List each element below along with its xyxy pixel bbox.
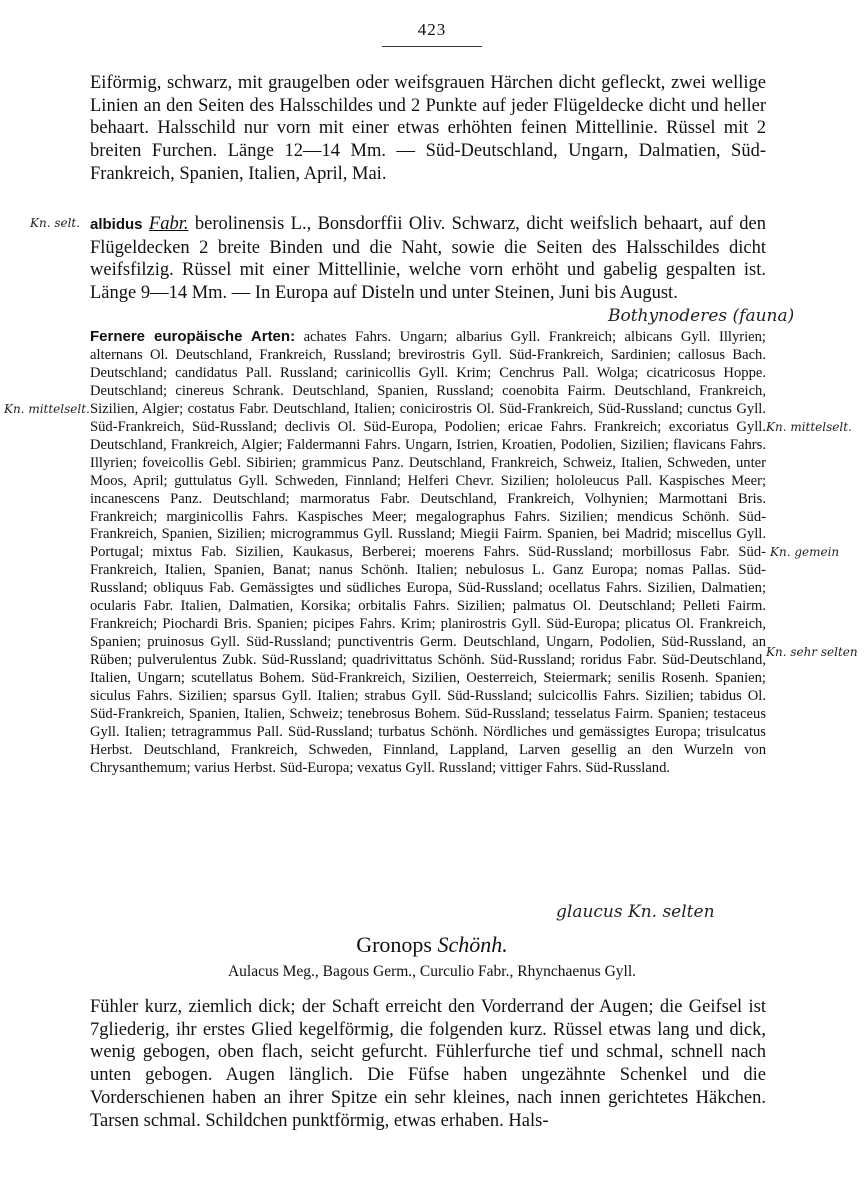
header-rule xyxy=(382,46,482,47)
handwritten-note: Kn. mittelselt. xyxy=(766,420,852,434)
species-albidus-entry xyxy=(90,213,766,305)
species-name: albidus xyxy=(90,216,143,233)
genus-author: Schönh. xyxy=(437,932,508,957)
handwritten-note: Bothynoderes (fauna) xyxy=(608,306,795,326)
handwritten-note: Kn. selt. xyxy=(30,216,81,230)
genus-synonyms: Aulacus Meg., Bagous Germ., Curculio Fabr., Rhynchaenus Gyll. xyxy=(227,963,637,980)
further-species-heading: Fernere europäische Arten: xyxy=(90,328,296,345)
further-species-text: achates Fahrs. Ungarn; albarius Gyll. Frankreich; albicans Gyll. Illyrien; alternans Ol. Deutschland, Frankreich, Russland; brevirostris Gyll. Süd-Frankreich, Sardinien; callosus Bach. Deutschland; candidatus Pall. Russland; carinicollis Gyll. Krim; Cenchrus Pall. Wolga; cicatricosus Hoppe. Deutschland; cinereus Schrank. Deutschland, Spanien, Russland; coenobita Fairm. Deutschland, Frankreich, Sizilien, Algier; costatus Fabr. Deutschland, Italien; conicirostris Ol. Süd-Frankreich, Süd-Russland; cunctus Gyll. Süd-Frankreich, Süd-Russland; declivis Ol. Süd-Europa, Podolien; ericae Fahrs. Frankreich; excoriatus Gyll. Deutschland, Frankreich, Algier; Faldermanni Fahrs. Ungarn, Istrien, Kroatien, Podolien, Sizilien; flavicans Fahrs. Illyrien; foveicollis Gebl. Sibirien; grammicus Panz. Deutschland, Frankreich, Schweiz, Italien, Schweden, unter Moos, April; guttulatus Gyll. Schweden, Finnland; Helferi Chevr. Sizilien; hololeucus Pall. Kaspisches Meer; incanescens Panz. Deutschland; marmoratus Fabr. Deutschland, Frankreich, Volhynien; Marmottani Bris. Frankreich; marginicollis Fahrs. Kaspisches Meer; megalographus Fahrs. Sizilien; mendicus Schönh. Süd-Frankreich, Spanien, Sizilien; microgrammus Gyll. Russland; Miegii Fairm. Spanien, bei Madrid; miscellus Gyll. Portugal; mixtus Fab. Sizilien, Kaukasus, Berberei; moerens Fahrs. Süd-Russland; morbillosus Fabr. Süd-Frankreich, Italien, Spanien, Banat; nanus Schönh. Italien; nebulosus L. Ganz Europa; nomas Pallas. Süd-Russland; obliquus Fab. Gemässigtes und südliches Europa, Süd-Russland; ocellatus Fahrs. Sizilien, Dalmatien; ocularis Fabr. Italien, Dalmatien, Korsika; orbitalis Fahrs. Sizilien; palmatus Ol. Deutschland; Pelleti Fairm. Frankreich; Piochardi Bris. Spanien; picipes Fahrs. Krim; planirostris Gyll. Süd-Europa; plicatus Ol. Frankreich, Spanien; pruinosus Gyll. Süd-Russland; punctiventris Germ. Deutschland, Ungarn, Podolien, Süd-Russland, an Rüben; pulverulentus Zubk. Süd-Russland; quadrivittatus Schönh. Süd-Russland; roridus Fabr. Süd-Deutschland, Italien, Ungarn; scutellatus Bohem. Süd-Frankreich, Sizilien, Oesterreich, Steiermark; senilis Rosenh. Spanien; siculus Fahrs. Sizilien; sparsus Gyll. Italien; strabus Gyll. Süd-Russland; sulcicollis Fahrs. Sizilien; tabidus Ol. Süd-Frankreich, Spanien, Italien, Schweiz; tenebrosus Bohem. Süd-Russland; tesselatus Fairm. Spanien; testaceus Gyll. Italien; tetragrammus Pall. Süd-Russland; turbatus Schönh. Nördliches und gemässigtes Europa; trisulcatus Herbst. Deutschland, Frankreich, Schweden, Finnland, Lappland, Larven gesellig an den Wurzeln von Chrysanthemum; varius Herbst. Süd-Europa; vexatus Gyll. Russland; vittiger Fahrs. Süd-Russland. xyxy=(90,329,766,776)
species-author: Fabr. xyxy=(148,214,189,234)
genus-name: Gronops xyxy=(356,932,432,957)
handwritten-note: Kn. mittelselt. xyxy=(4,402,90,416)
species-description: berolinensis L., Bonsdorffii Oliv. Schwarz, dicht weifslich behaart, auf den Flügeldecken 2 breite Binden und die Naht, sowie die Seiten des Halsschildes dicht weifsfilzig. Rüssel mit einer Mittellinie, welche vorn erhöht und gabelig gespalten ist. Länge 9—14 Mm. — In Europa auf Disteln und unter Steinen, Juni bis August. xyxy=(90,214,767,304)
genus-heading xyxy=(0,932,864,958)
handwritten-note: Kn. sehr selten xyxy=(766,645,858,659)
further-species-list xyxy=(90,328,766,778)
handwritten-note: glaucus Kn. selten xyxy=(556,902,715,922)
description-paragraph: Eiförmig, schwarz, mit graugelben oder weifsgrauen Härchen dicht gefleckt, zwei wellige Linien an den Seiten des Halsschildes und 2 Punkte auf jeder Flügeldecke dicht und heller behaart. Halsschild nur vorn mit einer etwas erhöhten feinen Mittellinie. Rüssel mit 2 breiten Furchen. Länge 12—14 Mm. — Süd-Deutschland, Ungarn, Dalmatien, Süd-Frankreich, Spanien, Italien, April, Mai. xyxy=(90,73,766,184)
genus-description-paragraph: Fühler kurz, ziemlich dick; der Schaft erreicht den Vorderrand der Augen; die Geifsel ist 7gliederig, ihr erstes Glied kegelförmig, die folgenden kurz. Rüssel etwas lang und dick, wenig gebogen, oben flach, seicht gefurcht. Fühlerfurche tief und schmal, schnell nach unten gebogen. Augen länglich. Die Füfse haben ungezähnte Schenkel und die Vorderschienen haben an ihrer Spitze ein sehr kleines, nach innen gerichtetes Häkchen. Tarsen schmal. Schildchen punktförmig, etwas erhaben. Hals- xyxy=(90,997,766,1131)
page-number: 423 xyxy=(417,20,447,39)
handwritten-note: Kn. gemein xyxy=(770,545,840,559)
